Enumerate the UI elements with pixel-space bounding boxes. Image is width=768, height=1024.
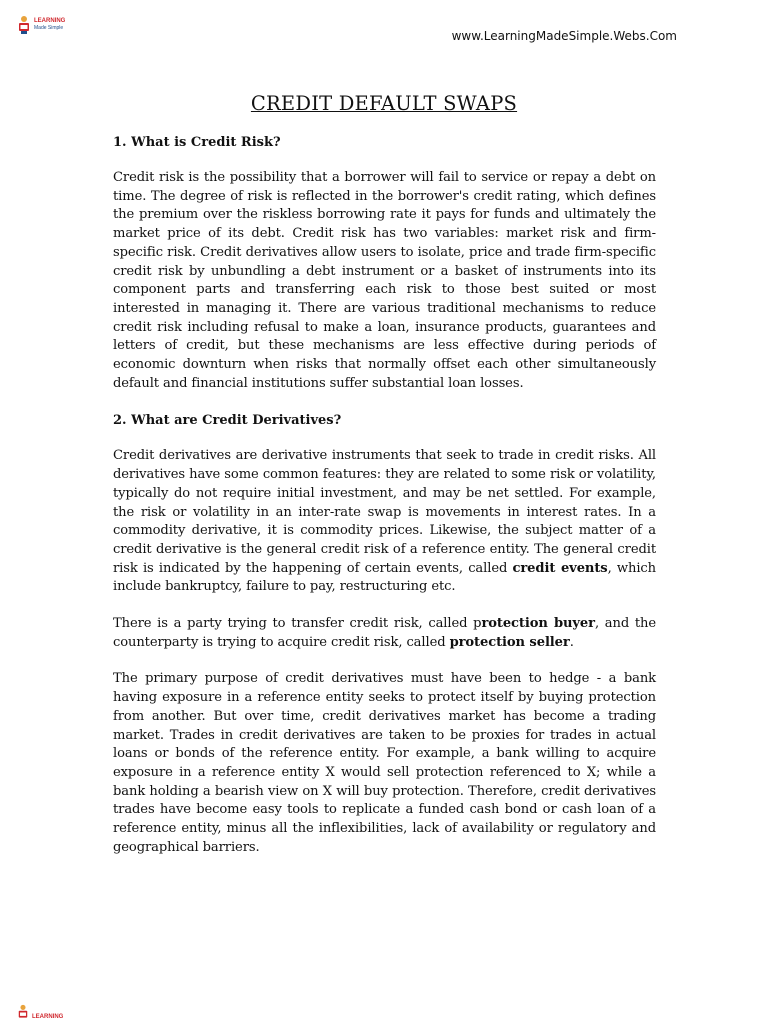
site-url[interactable]: www.LearningMadeSimple.Webs.Com [451, 29, 677, 43]
protection-buyer-term: rotection buyer [481, 616, 595, 632]
p1-end: , which include bankruptcy, failure to pay, restructuring etc. [113, 560, 656, 595]
section2-paragraph2 [113, 615, 656, 652]
p2-a: There is a party trying to transfer credit risk, called p [113, 616, 482, 632]
section2-heading: 2. What are Credit Derivatives? [113, 413, 342, 429]
document-body [113, 133, 656, 876]
footer-logo-text: LEARNING [32, 1014, 64, 1020]
logo-line1: LEARNING [34, 18, 66, 24]
section2-paragraph3: The primary purpose of credit derivatives must have been to hedge - a bank having exposure in a reference entity seeks to protect itself by buying protection from another. But over time, credit derivatives market has become a trading market. Trades in credit derivatives are taken to be proxies for trades in actual loans or bonds of the reference entity. For example, a bank willing to acquire exposure in a reference entity X would sell protection referenced to X; while a bank holding a bearish view on X will buy protection. Therefore, credit derivatives trades have become easy tools to replicate a funded cash bond or cash loan of a reference entity, minus all the inflexibilities, lack of availability or regulatory and geographical barriers. [113, 671, 656, 855]
p2-b: , and the counterparty is trying to acquire credit risk, called [113, 616, 656, 650]
p1-text: Credit derivatives are derivative instruments that seek to trade in credit risks. All derivatives have some common features: they are related to some risk or volatility, typically do not require initial investment, and may be net settled. For example, the risk or volatility in an inter-rate swap is movements in interest rates. In a commodity derivative, it is commodity prices. Likewise, the subject matter of a credit derivative is the general credit risk of a reference entity. The general credit risk is indicated by the happening of certain events, called [113, 448, 656, 576]
section2-paragraph1 [113, 447, 656, 597]
p2-c: . [569, 634, 574, 650]
protection-seller-term: protection seller [449, 634, 570, 650]
header-logo [17, 15, 65, 35]
learning-logo-icon [17, 15, 31, 35]
credit-events-term: credit events [512, 560, 608, 576]
logo-line2: Made Simple [34, 25, 64, 31]
section1-paragraph: Credit risk is the possibility that a borrower will fail to service or repay a debt on time. The degree of risk is reflected in the borrower's credit rating, which defines the premium over the riskless borrowing rate it pays for funds and ultimately the market price of its debt. Credit risk has two variables: market risk and firm-specific risk. Credit derivatives allow users to isolate, price and trade firm-specific credit risk by unbundling a debt instrument or a basket of instruments into its component parts and transferring each risk to those best suited or most interested in managing it. There are various traditional mechanisms to reduce credit risk including refusal to make a loan, insurance products, guarantees and letters of credit, but these mechanisms are less effective during periods of economic downturn when risks that normally offset each other simultaneously default and financial institutions suffer substantial loan losses. [113, 170, 656, 391]
learning-logo-icon [17, 1004, 29, 1021]
section1-heading: 1. What is Credit Risk? [113, 135, 281, 150]
footer-logo [17, 1004, 63, 1021]
document-title: CREDIT DEFAULT SWAPS [250, 92, 518, 115]
